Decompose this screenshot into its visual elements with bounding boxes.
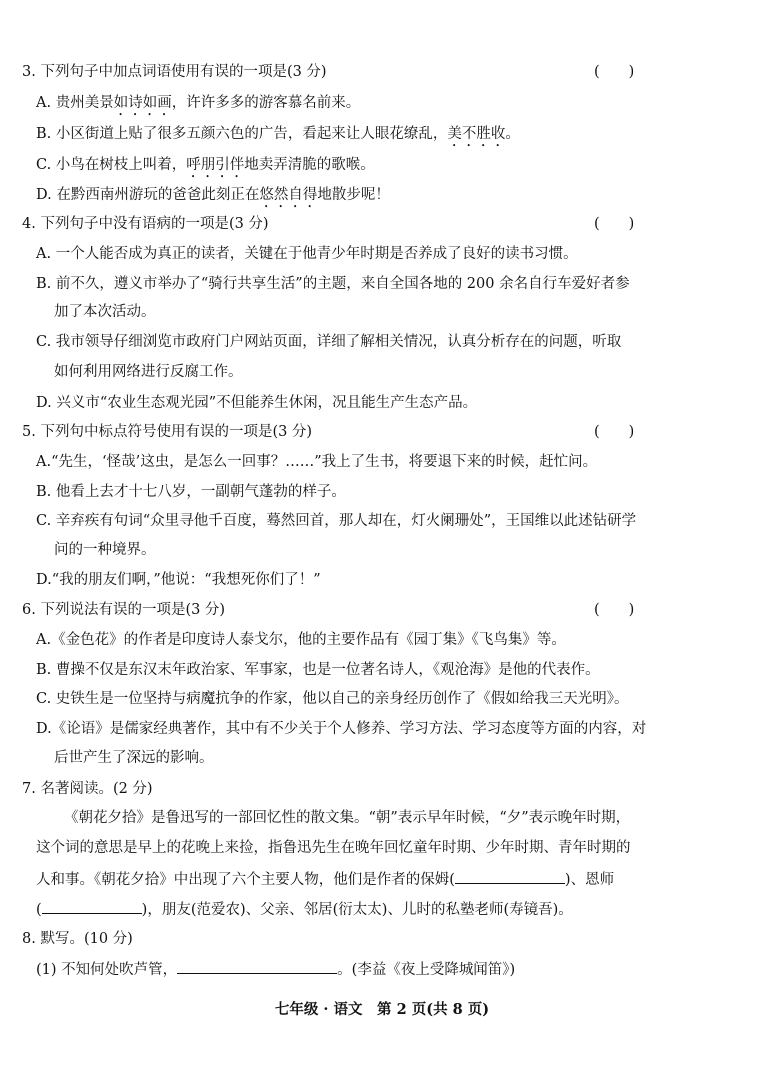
q8-item-1: (1) 不知何处吹芦管， 。(李益《夜上受降城闻笛》): [36, 958, 515, 980]
q4-option-b-line1: B. 前不久，遵义市举办了“骑行共享生活”的主题，来自全国各地的 200 余名自行车爱好者参: [36, 276, 630, 292]
q4-option-d: D. 兴义市“农业生态观光园”不但能养生休闲，况且能生产生态产品。: [36, 395, 478, 411]
q5-stem: 5. 下列句中标点符号使用有误的一项是(3 分): [22, 424, 313, 440]
q7-passage-line1: 《朝花夕拾》是鲁迅写的一部回忆性的散文集。“朝”表示早年时候，“夕”表示晚年时期，: [64, 810, 631, 826]
answer-blank-poem[interactable]: [177, 958, 337, 974]
q4-option-a: A. 一个人能否成为真正的读者，关键在于他青少年时期是否养成了良好的读书习惯。: [36, 246, 578, 262]
q7-passage-line4: ( )，朋友(范爱农)、父亲、邻居(衍太太)、儿时的私塾老师(寿镜吾)。: [36, 898, 573, 920]
q6-option-d-line1: D.《论语》是儒家经典著作，其中有不少关于个人修养、学习方法、学习态度等方面的内容，对: [36, 721, 647, 737]
q3-stem: 3. 下列句子中加点词语使用有误的一项是(3 分): [22, 64, 327, 80]
q6-answer-paren: ( ): [594, 602, 635, 618]
answer-blank-teacher[interactable]: [42, 898, 142, 914]
q7-passage-line3: 人和事。《朝花夕拾》中出现了六个主要人物，他们是作者的保姆( )、恩师: [36, 868, 614, 890]
answer-blank-nanny[interactable]: [455, 868, 565, 884]
q6-option-a: A.《金色花》的作者是印度诗人泰戈尔，他的主要作品有《园丁集》《飞鸟集》等。: [36, 632, 566, 648]
page-footer: 七年级 · 语文 第 2 页(共 8 页): [274, 1001, 490, 1018]
q7-passage-line2: 这个词的意思是早上的花晚上来捡，指鲁迅先生在晚年回忆童年时期、少年时期、青年时期的: [36, 840, 631, 856]
emphasis-dots: 如诗如画: [113, 95, 172, 111]
q5-option-c-line1: C. 辛弃疾有句词“众里寻他千百度，蓦然回首，那人却在，灯火阑珊处”，王国维以此述钻研学: [36, 513, 637, 529]
q5-answer-paren: ( ): [594, 424, 635, 440]
q4-option-c-line1: C. 我市领导仔细浏览市政府门户网站页面，详细了解相关情况，认真分析存在的问题，听取: [36, 334, 622, 350]
q5-option-d: D.“我的朋友们啊，”他说：“我想死你们了！”: [36, 572, 321, 588]
q5-option-c-line2: 问的一种境界。: [54, 542, 156, 558]
emphasis-dots: 呼朋引伴: [186, 157, 245, 173]
q4-stem: 4. 下列句子中没有语病的一项是(3 分): [22, 216, 269, 232]
q6-option-b: B. 曹操不仅是东汉末年政治家、军事家，也是一位著名诗人，《观沧海》是他的代表作。: [36, 662, 600, 678]
q8-stem: 8. 默写。(10 分): [22, 931, 133, 947]
q3-option-a: A. 贵州美景如诗如画，许许多多的游客慕名前来。: [36, 95, 361, 111]
q4-option-c-line2: 如何利用网络进行反腐工作。: [54, 364, 243, 380]
q4-answer-paren: ( ): [594, 216, 635, 232]
q3-option-c: C. 小鸟在树枝上叫着，呼朋引伴地卖弄清脆的歌喉。: [36, 157, 375, 173]
q6-option-c: C. 史铁生是一位坚持与病魔抗争的作家，他以自己的亲身经历创作了《假如给我三天光明》。: [36, 691, 629, 707]
q5-option-b: B. 他看上去才十七八岁，一副朝气蓬勃的样子。: [36, 484, 346, 500]
q3-option-d: D. 在黔西南州游玩的爸爸此刻正在悠然自得地散步呢！: [36, 187, 390, 203]
emphasis-dots: 美不胜收: [447, 126, 506, 142]
q3-answer-paren: ( ): [594, 64, 635, 80]
q4-option-b-line2: 加了本次活动。: [54, 304, 156, 320]
q5-option-a: A.“先生，‘怪哉’这虫，是怎么一回事？……”我上了生书，将要退下来的时候，赶忙问。: [36, 454, 598, 470]
q6-stem: 6. 下列说法有误的一项是(3 分): [22, 602, 226, 618]
q6-option-d-line2: 后世产生了深远的影响。: [54, 750, 214, 766]
q7-stem: 7. 名著阅读。(2 分): [22, 781, 153, 797]
emphasis-dots: 悠然自得: [259, 187, 318, 203]
q3-option-b: B. 小区街道上贴了很多五颜六色的广告，看起来让人眼花缭乱，美不胜收。: [36, 126, 520, 142]
